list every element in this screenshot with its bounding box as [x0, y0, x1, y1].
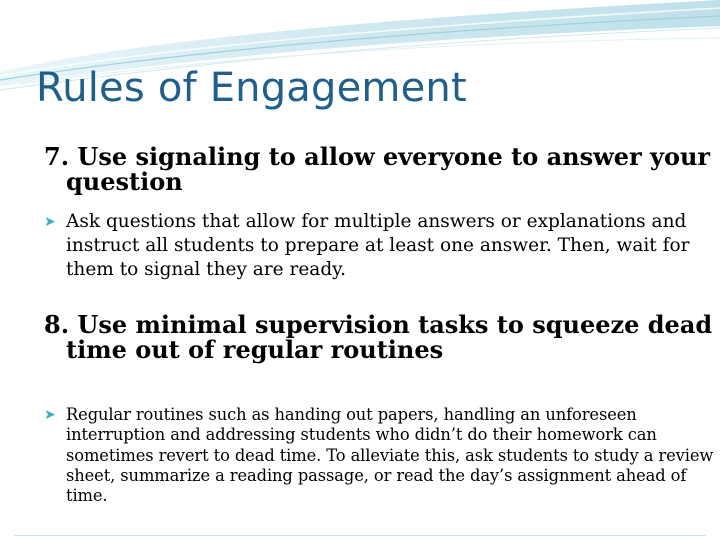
- arrow-bullet-icon: ➤: [44, 214, 56, 230]
- bullet-item-8: [44, 405, 716, 506]
- slide-title: Rules of Engagement: [36, 65, 467, 111]
- bullet-text-7: Ask questions that allow for multiple answers or explanations and instruct all students to prepare at least one answer. Then, wait for them to signal they are ready.: [66, 211, 690, 280]
- bottom-divider: [14, 535, 706, 536]
- section-heading-8: 8. Use minimal supervision tasks to squeeze dead time out of regular routines: [44, 310, 713, 364]
- arrow-bullet-icon: ➤: [44, 407, 56, 423]
- bullet-text-8: Regular routines such as handing out papers, handling an unforeseen interruption and addressing students who didn’t do their homework can sometimes revert to dead time. To alleviate this, ask students to study a review sheet, summarize a reading passage, or read the day’s assignment ahead of time.: [66, 405, 714, 506]
- bullet-item-7: [44, 210, 716, 282]
- section-heading-7: 7. Use signaling to allow everyone to answer your question: [44, 142, 711, 196]
